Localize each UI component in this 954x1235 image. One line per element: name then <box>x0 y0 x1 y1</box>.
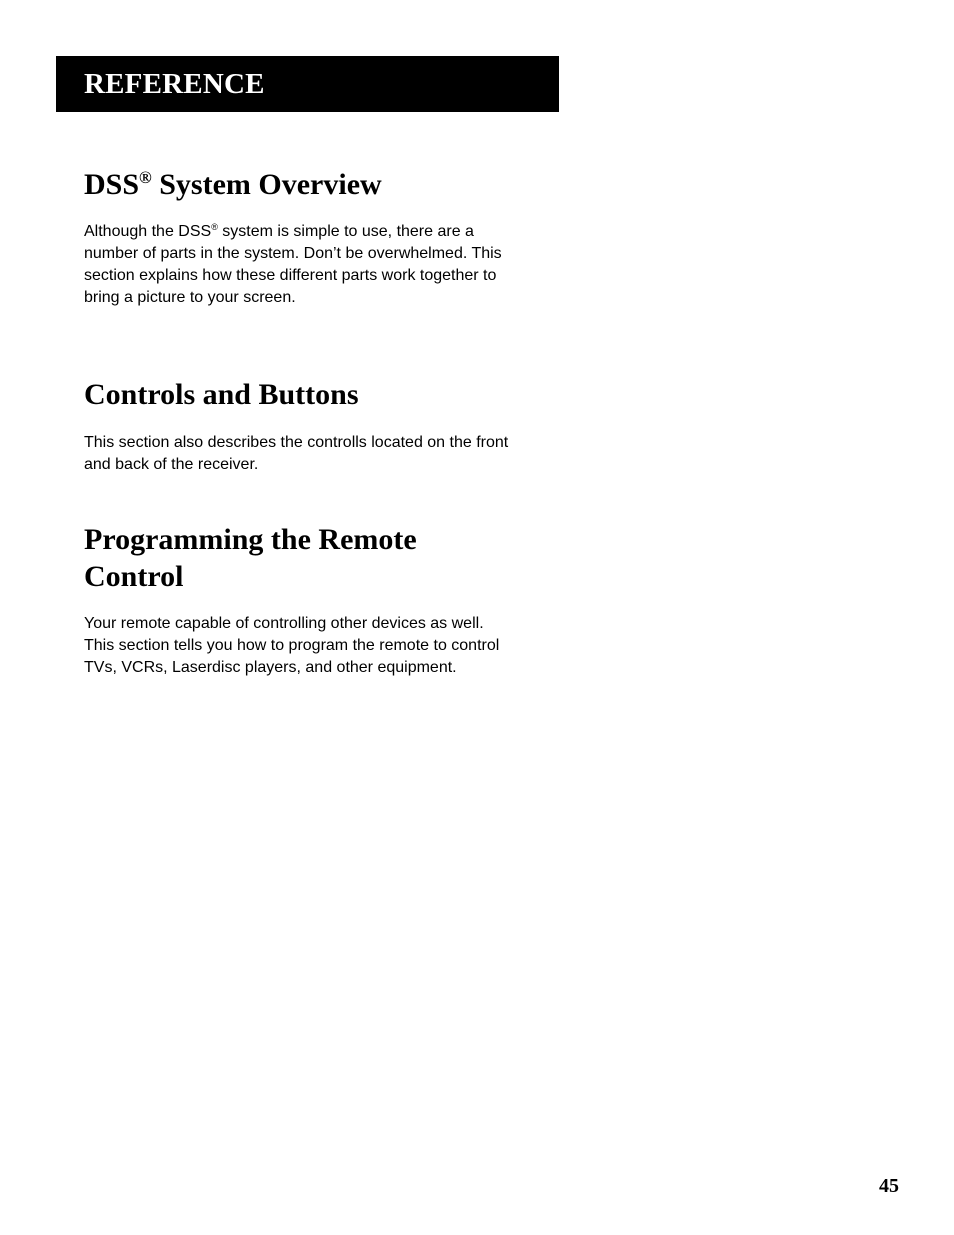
section-body-controls-buttons: This section also describes the controlls located on the front and back of the receiver. <box>84 434 509 473</box>
section-banner <box>56 56 559 112</box>
heading-system-overview-text: System Overview <box>151 168 382 201</box>
section-heading-controls-buttons: Controls and Buttons <box>84 378 359 411</box>
heading-dss-text: DSS <box>84 168 140 201</box>
section-dss-overview <box>84 166 514 309</box>
section-controls-buttons <box>84 376 514 476</box>
body-registered-mark: ® <box>211 222 218 232</box>
section-heading-programming-remote: Programming the Remote Control <box>84 523 417 593</box>
section-heading-dss-overview <box>84 166 514 203</box>
page-number: 45 <box>879 1175 899 1197</box>
heading-registered-mark: ® <box>139 168 152 187</box>
section-programming-remote <box>84 521 500 679</box>
section-body-dss-overview <box>84 221 514 309</box>
body-dss-start: Although the DSS <box>84 223 212 240</box>
body-dss-end: system is simple to use, there are a number of parts in the system. Don’t be overwhelmed. This section explains how these different parts work together to bring a picture to your screen. <box>84 223 502 306</box>
section-banner-title: REFERENCE <box>84 67 265 100</box>
section-body-programming-remote: Your remote capable of controlling other devices as well. This section tells you how to program the remote to control TVs, VCRs, Laserdisc players, and other equipment. <box>84 615 500 676</box>
